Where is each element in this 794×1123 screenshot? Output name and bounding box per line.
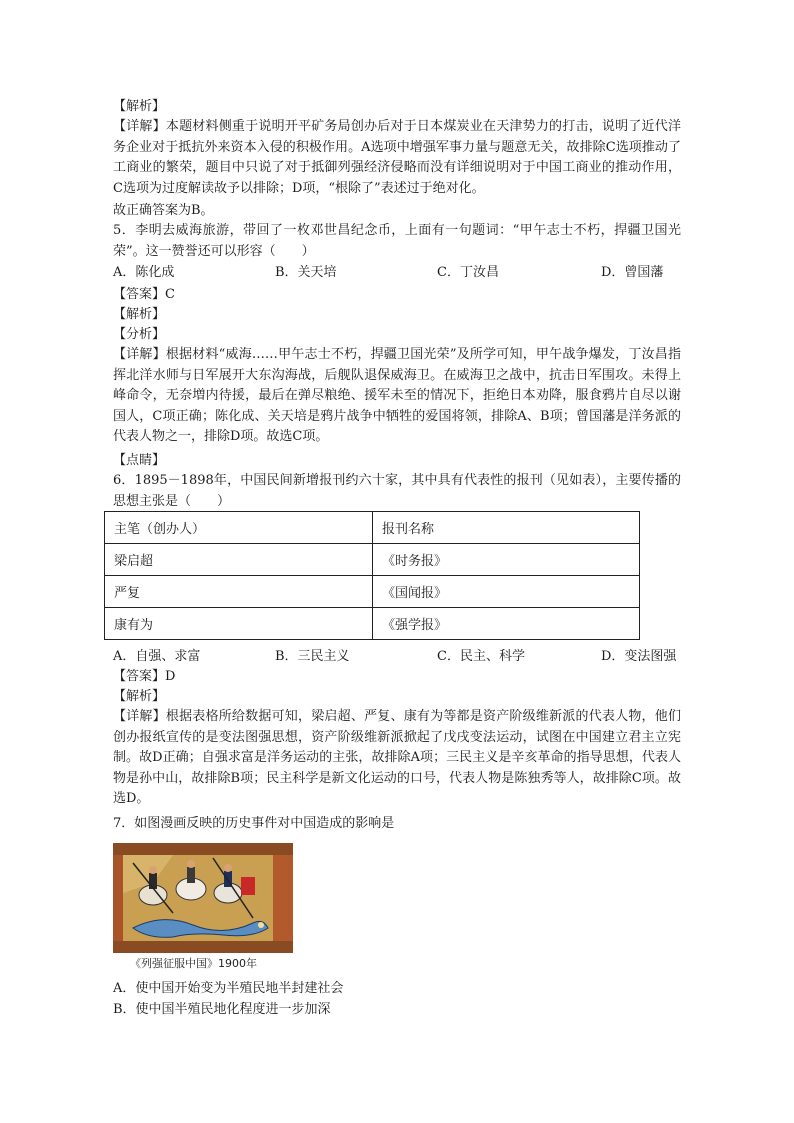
q7-stem: 7．如图漫画反映的历史事件对中国造成的影响是 — [113, 816, 395, 831]
table-cell-editor: 康有为 — [105, 608, 373, 640]
table-header-paper: 报刊名称 — [373, 512, 640, 544]
q7-option-b: B．使中国半殖民地化程度进一步加深 — [113, 1002, 331, 1017]
q4-detail: 【详解】本题材料侧重于说明开平矿务局创办后对于日本煤炭业在天津势力的打击，说明了近代洋务企业对于抵抗外来资本入侵的积极作用。A选项中增强军事力量与题意无关，故排除C选项推动了工商业的繁荣，题目中只说了对于抵御列强经济侵略而没有详细说明对于中国工商业的推动作用，C选项为过度解读故予以排除；D项，“根除了”表述过于绝对化。 — [113, 119, 681, 196]
table-cell-paper: 《时务报》 — [373, 544, 640, 576]
q5-option-d: D．曾国藩 — [601, 265, 664, 280]
q5-options — [113, 263, 683, 283]
table-cell-editor: 梁启超 — [105, 544, 373, 576]
q7-option-a: A．使中国开始变为半殖民地半封建社会 — [113, 981, 344, 996]
q6-detail: 【详解】根据表格所给数据可知，梁启超、严复、康有为等都是资产阶级维新派的代表人物，他们创办报纸宣传的是变法图强思想，资产阶级维新派掀起了戊戌变法运动，试图在中国建立君主立宪制。故D正确；自强求富是洋务运动的主张，故排除A项；三民主义是辛亥革命的指导思想，代表人物是孙中山，故排除B项；民主科学是新文化运动的口号，代表人物是陈独秀等人，故排除C项。故选D。 — [113, 709, 681, 806]
q5-detail: 【详解】根据材料“威海……甲午志士不朽，捍疆卫国光荣”及所学可知，甲午战争爆发，丁汝昌指挥北洋水师与日军展开大东沟海战，后舰队退保威海卫。在威海卫之战中，抗击日军围攻。未得上峰命令，无奈増内待援，最后在弹尽粮绝、援军未至的情况下，拒绝日本劝降，服食鸦片自尽以谢国人，C项正确；陈化成、关天培是鸦片战争中牺牲的爱国将领，排除A、B项；曾国藩是洋务派的代表人物之一，排除D项。故选C项。 — [113, 347, 681, 444]
q6-option-d: D．变法图强 — [601, 649, 677, 664]
q5-analysis-tag: 【解析】 — [113, 307, 166, 322]
table-row — [105, 544, 640, 576]
q5-option-c: C．丁汝昌 — [437, 265, 499, 280]
q5-answer: 【答案】C — [113, 287, 175, 302]
analysis-tag: 【解析】 — [113, 99, 166, 114]
table-cell-paper: 《国闻报》 — [373, 576, 640, 608]
q6-options — [113, 647, 683, 667]
q5-option-b: B．关天培 — [275, 265, 337, 280]
table-header-editor: 主笔（创办人） — [105, 512, 373, 544]
q5-fenxi-tag: 【分析】 — [113, 327, 166, 342]
table-cell-editor: 严复 — [105, 576, 373, 608]
q6-option-b: B．三民主义 — [275, 649, 350, 664]
table-row — [105, 608, 640, 640]
table-header-row — [105, 512, 640, 544]
q5-option-a: A．陈化成 — [113, 265, 175, 280]
q6-option-a: A．自强、求富 — [113, 649, 201, 664]
q5-stem: 5．李明去威海旅游，带回了一枚邓世昌纪念币，上面有一句题词：“甲午志士不朽，捍疆卫国光荣”。这一赞誉还可以形容（ ） — [113, 223, 681, 259]
q4-conclusion: 故正确答案为B。 — [113, 203, 214, 218]
table-cell-paper: 《强学报》 — [373, 608, 640, 640]
table-row — [105, 576, 640, 608]
q6-analysis-tag: 【解析】 — [113, 689, 166, 704]
q5-dianjing-tag: 【点睛】 — [113, 453, 166, 468]
q6-stem: 6．1895－1898年，中国民间新增报刊约六十家，其中具有代表性的报刊（见如表），主要传播的思想主张是（ ） — [113, 473, 681, 509]
q6-answer: 【答案】D — [113, 669, 176, 684]
newspaper-table — [104, 511, 640, 640]
q6-option-c: C．民主、科学 — [437, 649, 525, 664]
cartoon-image — [113, 843, 293, 953]
cartoon-caption: 《列强征服中国》1900年 — [130, 957, 257, 970]
